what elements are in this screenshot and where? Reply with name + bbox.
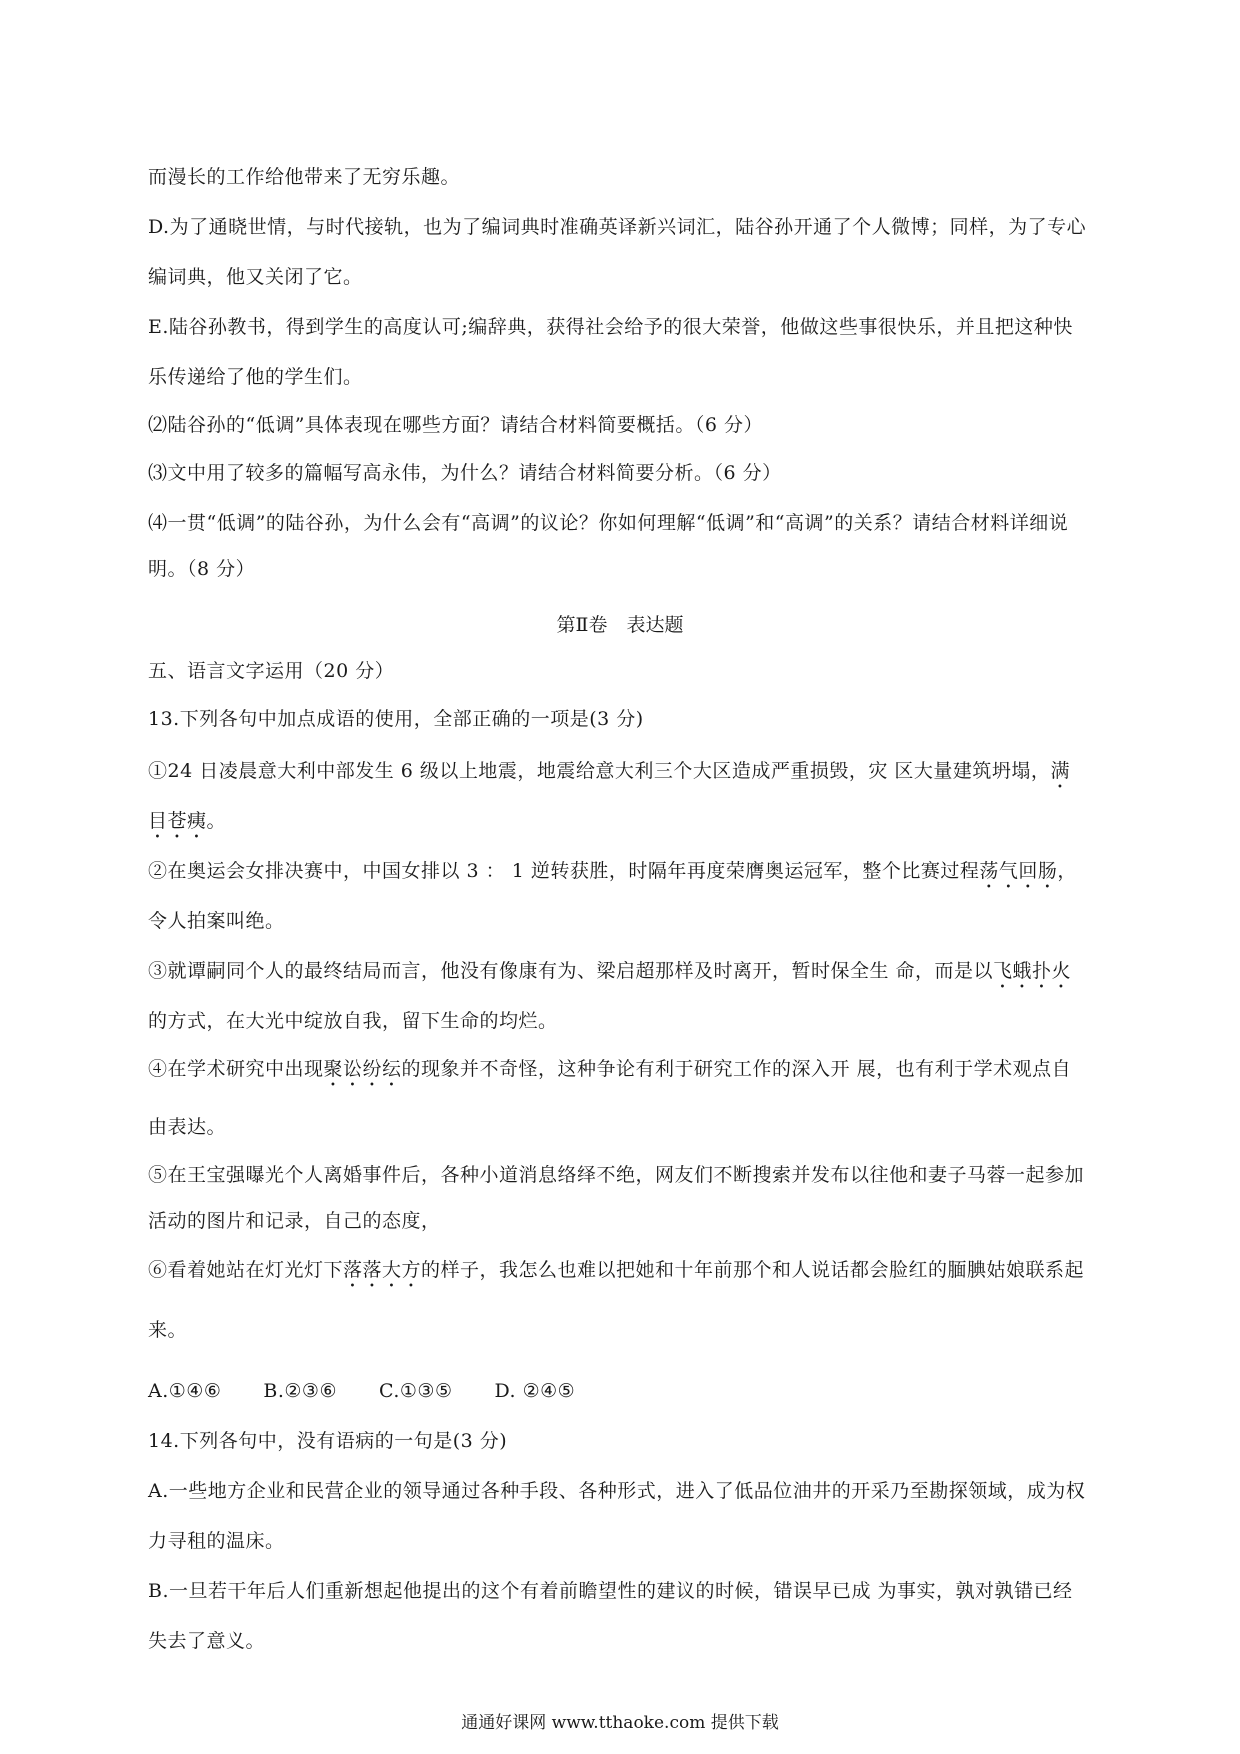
q13-sentence-5: ⑤在王宝强曝光个人离婚事件后，各种小道消息络绎不绝，网友们不断搜索并发布以往他和妻子马蓉一起参加活动的图片和记录，自己的态度， xyxy=(148,1164,1085,1232)
question-13-stem: 13.下列各句中加点成语的使用，全部正确的一项是(3 分) xyxy=(148,708,644,730)
q14-option-b: B.一旦若干年后人们重新想起他提出的这个有着前瞻望性的建议的时候，错误早已成 为事实，孰对孰错已经失去了意义。 xyxy=(148,1580,1073,1652)
sentence-text: 的现象并不奇怪，这种争论有利于研究工作的深入开 展，也有利于学术观点自由表达。 xyxy=(148,1058,1072,1138)
q14-option-a: A.一些地方企业和民营企业的领导通过各种手段、各种形式，进入了低品位油井的开采乃至勘探领域，成为权力寻租的温床。 xyxy=(148,1480,1086,1552)
q13-sentence-6 xyxy=(148,1240,1088,1360)
sentence-text: ，令人拍案叫绝。 xyxy=(148,860,1077,932)
sentence-text: 的方式，在大光中绽放自我，留下生命的均烂。 xyxy=(148,1010,558,1032)
sentence-text: ②在奥运会女排决赛中，中国女排以 3 ： 1 逆转获胜，时隔年再度荣膺奥运冠军，整个比赛过程 xyxy=(148,860,980,882)
footer-watermark: 通通好课网 www.tthaoke.com 提供下载 xyxy=(461,1713,779,1733)
option-d: D. ②④⑤ xyxy=(494,1380,576,1402)
sentence-text: 的样子，我怎么也难以把她和十年前那个和人说话都会脸红的腼腆姑娘联系起来。 xyxy=(148,1259,1085,1341)
dotted-idiom: 落落大方 xyxy=(343,1259,422,1281)
dotted-idiom: 飞蛾扑火 xyxy=(993,960,1072,982)
paragraph-c-end: 而漫长的工作给他带来了无穷乐趣。 xyxy=(148,166,461,188)
option-b: B.②③⑥ xyxy=(263,1380,337,1402)
sentence-text: ③就谭嗣同个人的最终结局而言，他没有像康有为、梁启超那样及时离开，暂时保全生 命，而是以 xyxy=(148,960,994,982)
q13-sentence-1 xyxy=(148,746,1088,846)
section-title: 第Ⅱ卷 表达题 xyxy=(556,614,684,636)
option-c: C.①③⑤ xyxy=(378,1380,453,1402)
question-14-stem: 14.下列各句中，没有语病的一句是(3 分) xyxy=(148,1430,508,1452)
sentence-text: ①24 日凌晨意大利中部发生 6 级以上地震，地震给意大利三个大区造成严重损毁，灾 区大量建筑坍塌， xyxy=(148,760,1051,782)
dotted-idiom: 满目苍痍 xyxy=(148,760,1070,832)
question-4: ⑷一贯“低调”的陆谷孙，为什么会有“高调”的议论？你如何理解“低调”和“高调”的关系？请结合材料详细说明。（8 分） xyxy=(148,512,1069,580)
option-a: A.①④⑥ xyxy=(148,1380,222,1402)
dotted-idiom: 荡气回肠 xyxy=(979,860,1058,882)
sentence-text: ⑥看着她站在灯光灯下 xyxy=(148,1259,344,1281)
q13-sentence-3 xyxy=(148,946,1088,1046)
section-5-heading: 五、语言文字运用（20 分） xyxy=(148,660,395,682)
sentence-text: 。 xyxy=(206,810,227,832)
question-2: ⑵陆谷孙的“低调”具体表现在哪些方面？请结合材料简要概括。（6 分） xyxy=(148,414,764,436)
dotted-idiom: 聚讼纷纭 xyxy=(323,1058,402,1080)
question-3: ⑶文中用了较多的篇幅写高永伟，为什么？请结合材料简要分析。（6 分） xyxy=(148,462,782,484)
option-e-paragraph: E.陆谷孙教书，得到学生的高度认可;编辞典，获得社会给予的很大荣誉，他做这些事很快乐，并且把这种快乐传递给了他的学生们。 xyxy=(148,316,1073,388)
q13-options xyxy=(148,1366,1088,1416)
sentence-text: ④在学术研究中出现 xyxy=(148,1058,324,1080)
option-d-paragraph: D.为了通晓世情，与时代接轨，也为了编词典时准确英译新兴词汇，陆谷孙开通了个人微博；同样，为了专心编词典，他又关闭了它。 xyxy=(148,216,1087,288)
q13-sentence-2 xyxy=(148,846,1088,946)
q13-sentence-4 xyxy=(148,1040,1088,1156)
